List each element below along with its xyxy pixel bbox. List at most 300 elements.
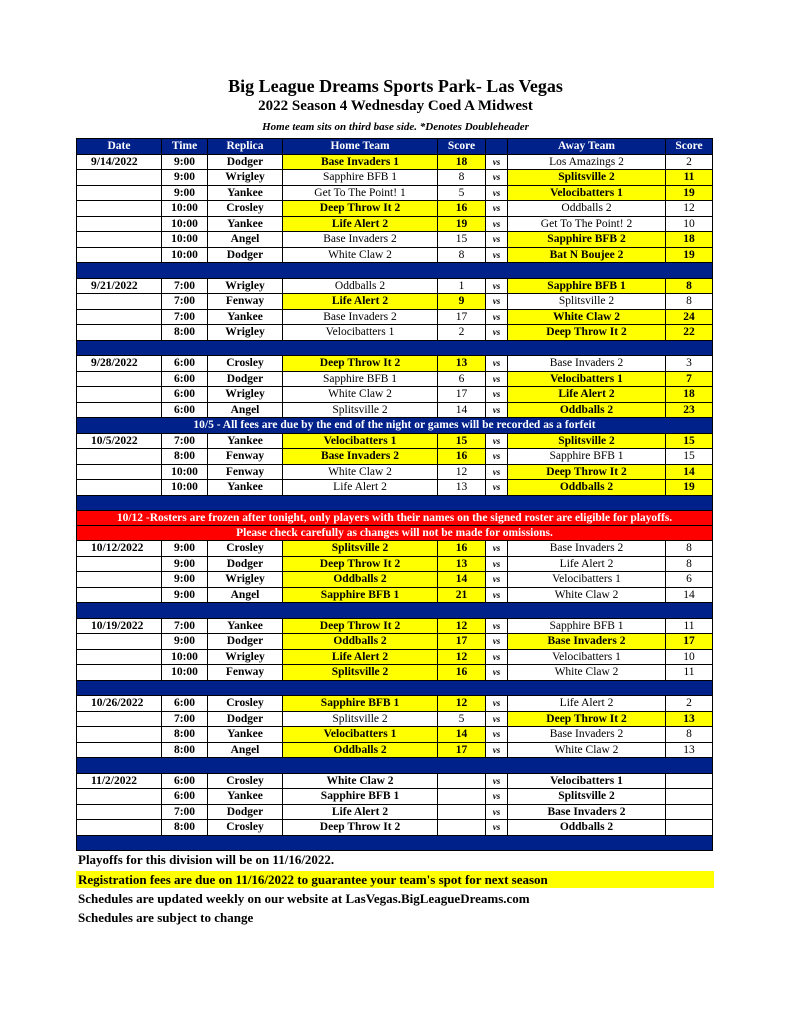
home-score: 14 [438, 572, 486, 588]
home-team: Sapphire BFB 1 [283, 789, 438, 805]
vs-label: vs [486, 634, 508, 650]
game-row [77, 773, 713, 789]
game-date [77, 325, 162, 341]
home-score: 13 [438, 556, 486, 572]
game-time: 9:00 [162, 556, 208, 572]
away-team: Life Alert 2 [508, 387, 666, 403]
field-replica: Crosley [208, 201, 283, 217]
column-header-date: Date [77, 139, 162, 155]
game-date [77, 185, 162, 201]
roster-alert-text: Please check carefully as changes will not be made for omissions. [77, 526, 713, 541]
roster-alert-row [77, 511, 713, 526]
game-row [77, 480, 713, 496]
vs-label: vs [486, 247, 508, 263]
week-separator-row [77, 835, 713, 851]
away-score: 22 [666, 325, 713, 341]
roster-alert-text: 10/12 -Rosters are frozen after tonight, only players with their names on the signed roster are eligible for playoffs. [77, 511, 713, 526]
home-team: Oddballs 2 [283, 278, 438, 294]
game-time: 10:00 [162, 232, 208, 248]
game-row [77, 185, 713, 201]
game-time: 6:00 [162, 371, 208, 387]
vs-label: vs [486, 325, 508, 341]
away-team: Sapphire BFB 2 [508, 232, 666, 248]
vs-label: vs [486, 742, 508, 758]
home-score: 21 [438, 587, 486, 603]
game-row [77, 820, 713, 836]
game-date [77, 402, 162, 418]
vs-label: vs [486, 789, 508, 805]
home-score: 16 [438, 449, 486, 465]
game-row [77, 649, 713, 665]
week-separator-row [77, 680, 713, 696]
field-replica: Yankee [208, 309, 283, 325]
fee-notice-text: 10/5 - All fees are due by the end of the night or games will be recorded as a forfeit [77, 418, 713, 434]
home-team: Sapphire BFB 1 [283, 371, 438, 387]
away-score: 18 [666, 232, 713, 248]
game-date [77, 371, 162, 387]
away-score: 13 [666, 711, 713, 727]
away-score: 8 [666, 541, 713, 557]
home-team: Life Alert 2 [283, 649, 438, 665]
separator-cell [77, 495, 713, 511]
home-score: 12 [438, 696, 486, 712]
game-date [77, 649, 162, 665]
away-score: 14 [666, 587, 713, 603]
field-replica: Yankee [208, 433, 283, 449]
away-team: Get To The Point! 2 [508, 216, 666, 232]
game-row [77, 371, 713, 387]
away-team: Splitsville 2 [508, 789, 666, 805]
away-team: Base Invaders 2 [508, 634, 666, 650]
field-replica: Fenway [208, 665, 283, 681]
away-score: 11 [666, 665, 713, 681]
home-team: Base Invaders 2 [283, 309, 438, 325]
home-team: Sapphire BFB 1 [283, 696, 438, 712]
vs-label: vs [486, 587, 508, 603]
page-subtitle: 2022 Season 4 Wednesday Coed A Midwest [258, 98, 533, 114]
home-score: 5 [438, 185, 486, 201]
away-score: 19 [666, 247, 713, 263]
home-team: Life Alert 2 [283, 480, 438, 496]
field-replica: Crosley [208, 541, 283, 557]
field-replica: Dodger [208, 247, 283, 263]
vs-label: vs [486, 711, 508, 727]
away-score: 23 [666, 402, 713, 418]
game-row [77, 618, 713, 634]
game-time: 9:00 [162, 587, 208, 603]
week-separator-row [77, 758, 713, 774]
away-team: Bat N Boujee 2 [508, 247, 666, 263]
game-time: 6:00 [162, 773, 208, 789]
game-row [77, 325, 713, 341]
game-time: 9:00 [162, 185, 208, 201]
vs-label: vs [486, 541, 508, 557]
home-score: 9 [438, 294, 486, 310]
game-date: 10/5/2022 [77, 433, 162, 449]
home-score: 16 [438, 665, 486, 681]
away-team: Velocibatters 1 [508, 572, 666, 588]
home-team-note: Home team sits on third base side. *Denotes Doubleheader [262, 121, 529, 133]
field-replica: Yankee [208, 727, 283, 743]
column-header-home-score: Score [438, 139, 486, 155]
registration-notice: Registration fees are due on 11/16/2022 to guarantee your team's spot for next season [76, 871, 714, 888]
home-team: Life Alert 2 [283, 804, 438, 820]
game-row [77, 356, 713, 372]
field-replica: Yankee [208, 185, 283, 201]
vs-label: vs [486, 618, 508, 634]
away-score [666, 789, 713, 805]
home-score: 16 [438, 201, 486, 217]
away-team: Sapphire BFB 1 [508, 449, 666, 465]
table-header-row [77, 139, 713, 155]
home-team: Sapphire BFB 1 [283, 170, 438, 186]
column-header-time: Time [162, 139, 208, 155]
home-team: Splitsville 2 [283, 541, 438, 557]
away-score [666, 804, 713, 820]
game-time: 9:00 [162, 572, 208, 588]
game-row [77, 232, 713, 248]
home-score: 2 [438, 325, 486, 341]
home-team: Oddballs 2 [283, 634, 438, 650]
home-score: 17 [438, 309, 486, 325]
field-replica: Wrigley [208, 278, 283, 294]
home-score [438, 773, 486, 789]
home-team: Splitsville 2 [283, 711, 438, 727]
game-date [77, 587, 162, 603]
away-team: Deep Throw It 2 [508, 711, 666, 727]
game-date [77, 789, 162, 805]
page-title: Big League Dreams Sports Park- Las Vegas [228, 76, 563, 96]
home-score [438, 804, 486, 820]
vs-label: vs [486, 433, 508, 449]
away-score: 7 [666, 371, 713, 387]
home-team: Oddballs 2 [283, 742, 438, 758]
away-score: 2 [666, 154, 713, 170]
home-team: Velocibatters 1 [283, 433, 438, 449]
vs-label: vs [486, 464, 508, 480]
roster-alert-row [77, 526, 713, 541]
home-score [438, 789, 486, 805]
game-date [77, 449, 162, 465]
column-header-replica: Replica [208, 139, 283, 155]
away-score: 11 [666, 618, 713, 634]
away-score: 17 [666, 634, 713, 650]
away-score: 15 [666, 449, 713, 465]
field-replica: Angel [208, 232, 283, 248]
away-team: Base Invaders 2 [508, 541, 666, 557]
game-time: 8:00 [162, 742, 208, 758]
home-score [438, 820, 486, 836]
away-score: 6 [666, 572, 713, 588]
field-replica: Dodger [208, 804, 283, 820]
home-score: 17 [438, 742, 486, 758]
playoffs-notice: Playoffs for this division will be on 11/16/2022. [78, 852, 335, 867]
game-date [77, 216, 162, 232]
game-row [77, 170, 713, 186]
game-time: 9:00 [162, 634, 208, 650]
away-score: 8 [666, 294, 713, 310]
field-replica: Dodger [208, 556, 283, 572]
game-row [77, 711, 713, 727]
home-score: 1 [438, 278, 486, 294]
away-score: 15 [666, 433, 713, 449]
separator-cell [77, 603, 713, 619]
vs-label: vs [486, 387, 508, 403]
home-team: Sapphire BFB 1 [283, 587, 438, 603]
game-date: 9/21/2022 [77, 278, 162, 294]
game-date [77, 820, 162, 836]
field-replica: Yankee [208, 216, 283, 232]
away-team: Oddballs 2 [508, 480, 666, 496]
vs-label: vs [486, 804, 508, 820]
separator-cell [77, 263, 713, 279]
game-date [77, 201, 162, 217]
vs-label: vs [486, 294, 508, 310]
column-header-away-score: Score [666, 139, 713, 155]
game-row [77, 449, 713, 465]
week-separator-row [77, 340, 713, 356]
home-team: Deep Throw It 2 [283, 201, 438, 217]
field-replica: Dodger [208, 711, 283, 727]
schedule-body [77, 154, 713, 851]
home-team: Base Invaders 2 [283, 449, 438, 465]
home-score: 15 [438, 433, 486, 449]
away-team: Los Amazings 2 [508, 154, 666, 170]
away-team: Base Invaders 2 [508, 356, 666, 372]
vs-label: vs [486, 170, 508, 186]
game-date [77, 480, 162, 496]
field-replica: Yankee [208, 480, 283, 496]
game-date: 11/2/2022 [77, 773, 162, 789]
away-team: Velocibatters 1 [508, 773, 666, 789]
away-team: White Claw 2 [508, 665, 666, 681]
vs-label: vs [486, 201, 508, 217]
away-score: 8 [666, 556, 713, 572]
game-time: 10:00 [162, 649, 208, 665]
column-header-home-team: Home Team [283, 139, 438, 155]
away-score: 19 [666, 185, 713, 201]
home-score: 16 [438, 541, 486, 557]
away-score [666, 820, 713, 836]
column-header-vs [486, 139, 508, 155]
game-date [77, 634, 162, 650]
vs-label: vs [486, 572, 508, 588]
away-team: Velocibatters 1 [508, 185, 666, 201]
game-time: 9:00 [162, 154, 208, 170]
game-time: 10:00 [162, 480, 208, 496]
game-time: 10:00 [162, 201, 208, 217]
away-score: 24 [666, 309, 713, 325]
home-team: Life Alert 2 [283, 294, 438, 310]
field-replica: Fenway [208, 464, 283, 480]
away-team: Life Alert 2 [508, 556, 666, 572]
field-replica: Crosley [208, 820, 283, 836]
home-team: White Claw 2 [283, 464, 438, 480]
game-time: 9:00 [162, 541, 208, 557]
home-team: Velocibatters 1 [283, 325, 438, 341]
game-time: 6:00 [162, 402, 208, 418]
game-row [77, 742, 713, 758]
away-team: Oddballs 2 [508, 201, 666, 217]
home-score: 12 [438, 649, 486, 665]
home-team: Deep Throw It 2 [283, 618, 438, 634]
home-team: Base Invaders 2 [283, 232, 438, 248]
game-row [77, 696, 713, 712]
vs-label: vs [486, 649, 508, 665]
game-time: 8:00 [162, 820, 208, 836]
away-team: Life Alert 2 [508, 696, 666, 712]
away-team: White Claw 2 [508, 309, 666, 325]
game-date [77, 665, 162, 681]
change-notice: Schedules are subject to change [78, 910, 254, 925]
game-date: 9/14/2022 [77, 154, 162, 170]
game-time: 6:00 [162, 789, 208, 805]
away-team: Base Invaders 2 [508, 804, 666, 820]
game-time: 8:00 [162, 727, 208, 743]
home-score: 14 [438, 727, 486, 743]
website-notice: Schedules are updated weekly on our website at LasVegas.BigLeagueDreams.com [78, 891, 530, 906]
home-team: Splitsville 2 [283, 665, 438, 681]
game-date [77, 556, 162, 572]
game-date: 9/28/2022 [77, 356, 162, 372]
home-score: 17 [438, 387, 486, 403]
game-time: 7:00 [162, 309, 208, 325]
field-replica: Angel [208, 402, 283, 418]
field-replica: Wrigley [208, 387, 283, 403]
separator-cell [77, 680, 713, 696]
game-time: 7:00 [162, 618, 208, 634]
vs-label: vs [486, 727, 508, 743]
away-score [666, 773, 713, 789]
game-time: 7:00 [162, 804, 208, 820]
away-team: Oddballs 2 [508, 820, 666, 836]
game-time: 8:00 [162, 449, 208, 465]
away-score: 10 [666, 216, 713, 232]
game-date [77, 294, 162, 310]
home-team: White Claw 2 [283, 387, 438, 403]
game-date [77, 387, 162, 403]
week-separator-row [77, 263, 713, 279]
game-row [77, 387, 713, 403]
game-row [77, 665, 713, 681]
field-replica: Wrigley [208, 572, 283, 588]
home-team: Life Alert 2 [283, 216, 438, 232]
game-date [77, 572, 162, 588]
separator-cell [77, 758, 713, 774]
away-score: 12 [666, 201, 713, 217]
game-date [77, 170, 162, 186]
game-date [77, 711, 162, 727]
game-row [77, 278, 713, 294]
schedule-table [76, 138, 713, 851]
home-team: White Claw 2 [283, 247, 438, 263]
field-replica: Angel [208, 587, 283, 603]
vs-label: vs [486, 773, 508, 789]
away-team: Velocibatters 1 [508, 371, 666, 387]
game-time: 7:00 [162, 278, 208, 294]
game-date [77, 727, 162, 743]
game-time: 7:00 [162, 711, 208, 727]
home-score: 12 [438, 618, 486, 634]
game-row [77, 216, 713, 232]
vs-label: vs [486, 154, 508, 170]
field-replica: Angel [208, 742, 283, 758]
field-replica: Wrigley [208, 325, 283, 341]
game-time: 10:00 [162, 665, 208, 681]
week-separator-row [77, 495, 713, 511]
game-row [77, 464, 713, 480]
game-time: 7:00 [162, 433, 208, 449]
game-date: 10/26/2022 [77, 696, 162, 712]
home-team: White Claw 2 [283, 773, 438, 789]
away-team: Sapphire BFB 1 [508, 278, 666, 294]
away-score: 2 [666, 696, 713, 712]
vs-label: vs [486, 356, 508, 372]
field-replica: Yankee [208, 618, 283, 634]
field-replica: Dodger [208, 371, 283, 387]
home-score: 13 [438, 356, 486, 372]
vs-label: vs [486, 185, 508, 201]
away-team: Sapphire BFB 1 [508, 618, 666, 634]
game-row [77, 402, 713, 418]
away-score: 3 [666, 356, 713, 372]
home-score: 13 [438, 480, 486, 496]
away-score: 8 [666, 278, 713, 294]
game-time: 9:00 [162, 170, 208, 186]
vs-label: vs [486, 216, 508, 232]
away-score: 10 [666, 649, 713, 665]
vs-label: vs [486, 371, 508, 387]
field-replica: Crosley [208, 356, 283, 372]
field-replica: Dodger [208, 154, 283, 170]
game-row [77, 541, 713, 557]
away-score: 13 [666, 742, 713, 758]
game-date: 10/19/2022 [77, 618, 162, 634]
game-date [77, 309, 162, 325]
away-team: Splitsville 2 [508, 433, 666, 449]
game-date [77, 804, 162, 820]
home-score: 12 [438, 464, 486, 480]
home-score: 15 [438, 232, 486, 248]
game-date [77, 464, 162, 480]
away-team: Base Invaders 2 [508, 727, 666, 743]
vs-label: vs [486, 820, 508, 836]
home-team: Splitsville 2 [283, 402, 438, 418]
game-row [77, 201, 713, 217]
game-row [77, 556, 713, 572]
vs-label: vs [486, 696, 508, 712]
game-time: 8:00 [162, 325, 208, 341]
home-score: 5 [438, 711, 486, 727]
away-team: Splitsville 2 [508, 294, 666, 310]
game-row [77, 154, 713, 170]
away-team: Velocibatters 1 [508, 649, 666, 665]
home-team: Velocibatters 1 [283, 727, 438, 743]
game-date [77, 232, 162, 248]
field-replica: Dodger [208, 634, 283, 650]
vs-label: vs [486, 232, 508, 248]
field-replica: Wrigley [208, 170, 283, 186]
field-replica: Fenway [208, 449, 283, 465]
home-score: 18 [438, 154, 486, 170]
field-replica: Yankee [208, 789, 283, 805]
separator-cell [77, 340, 713, 356]
game-time: 10:00 [162, 247, 208, 263]
home-team: Deep Throw It 2 [283, 556, 438, 572]
game-date: 10/12/2022 [77, 541, 162, 557]
away-team: Deep Throw It 2 [508, 464, 666, 480]
game-date [77, 247, 162, 263]
